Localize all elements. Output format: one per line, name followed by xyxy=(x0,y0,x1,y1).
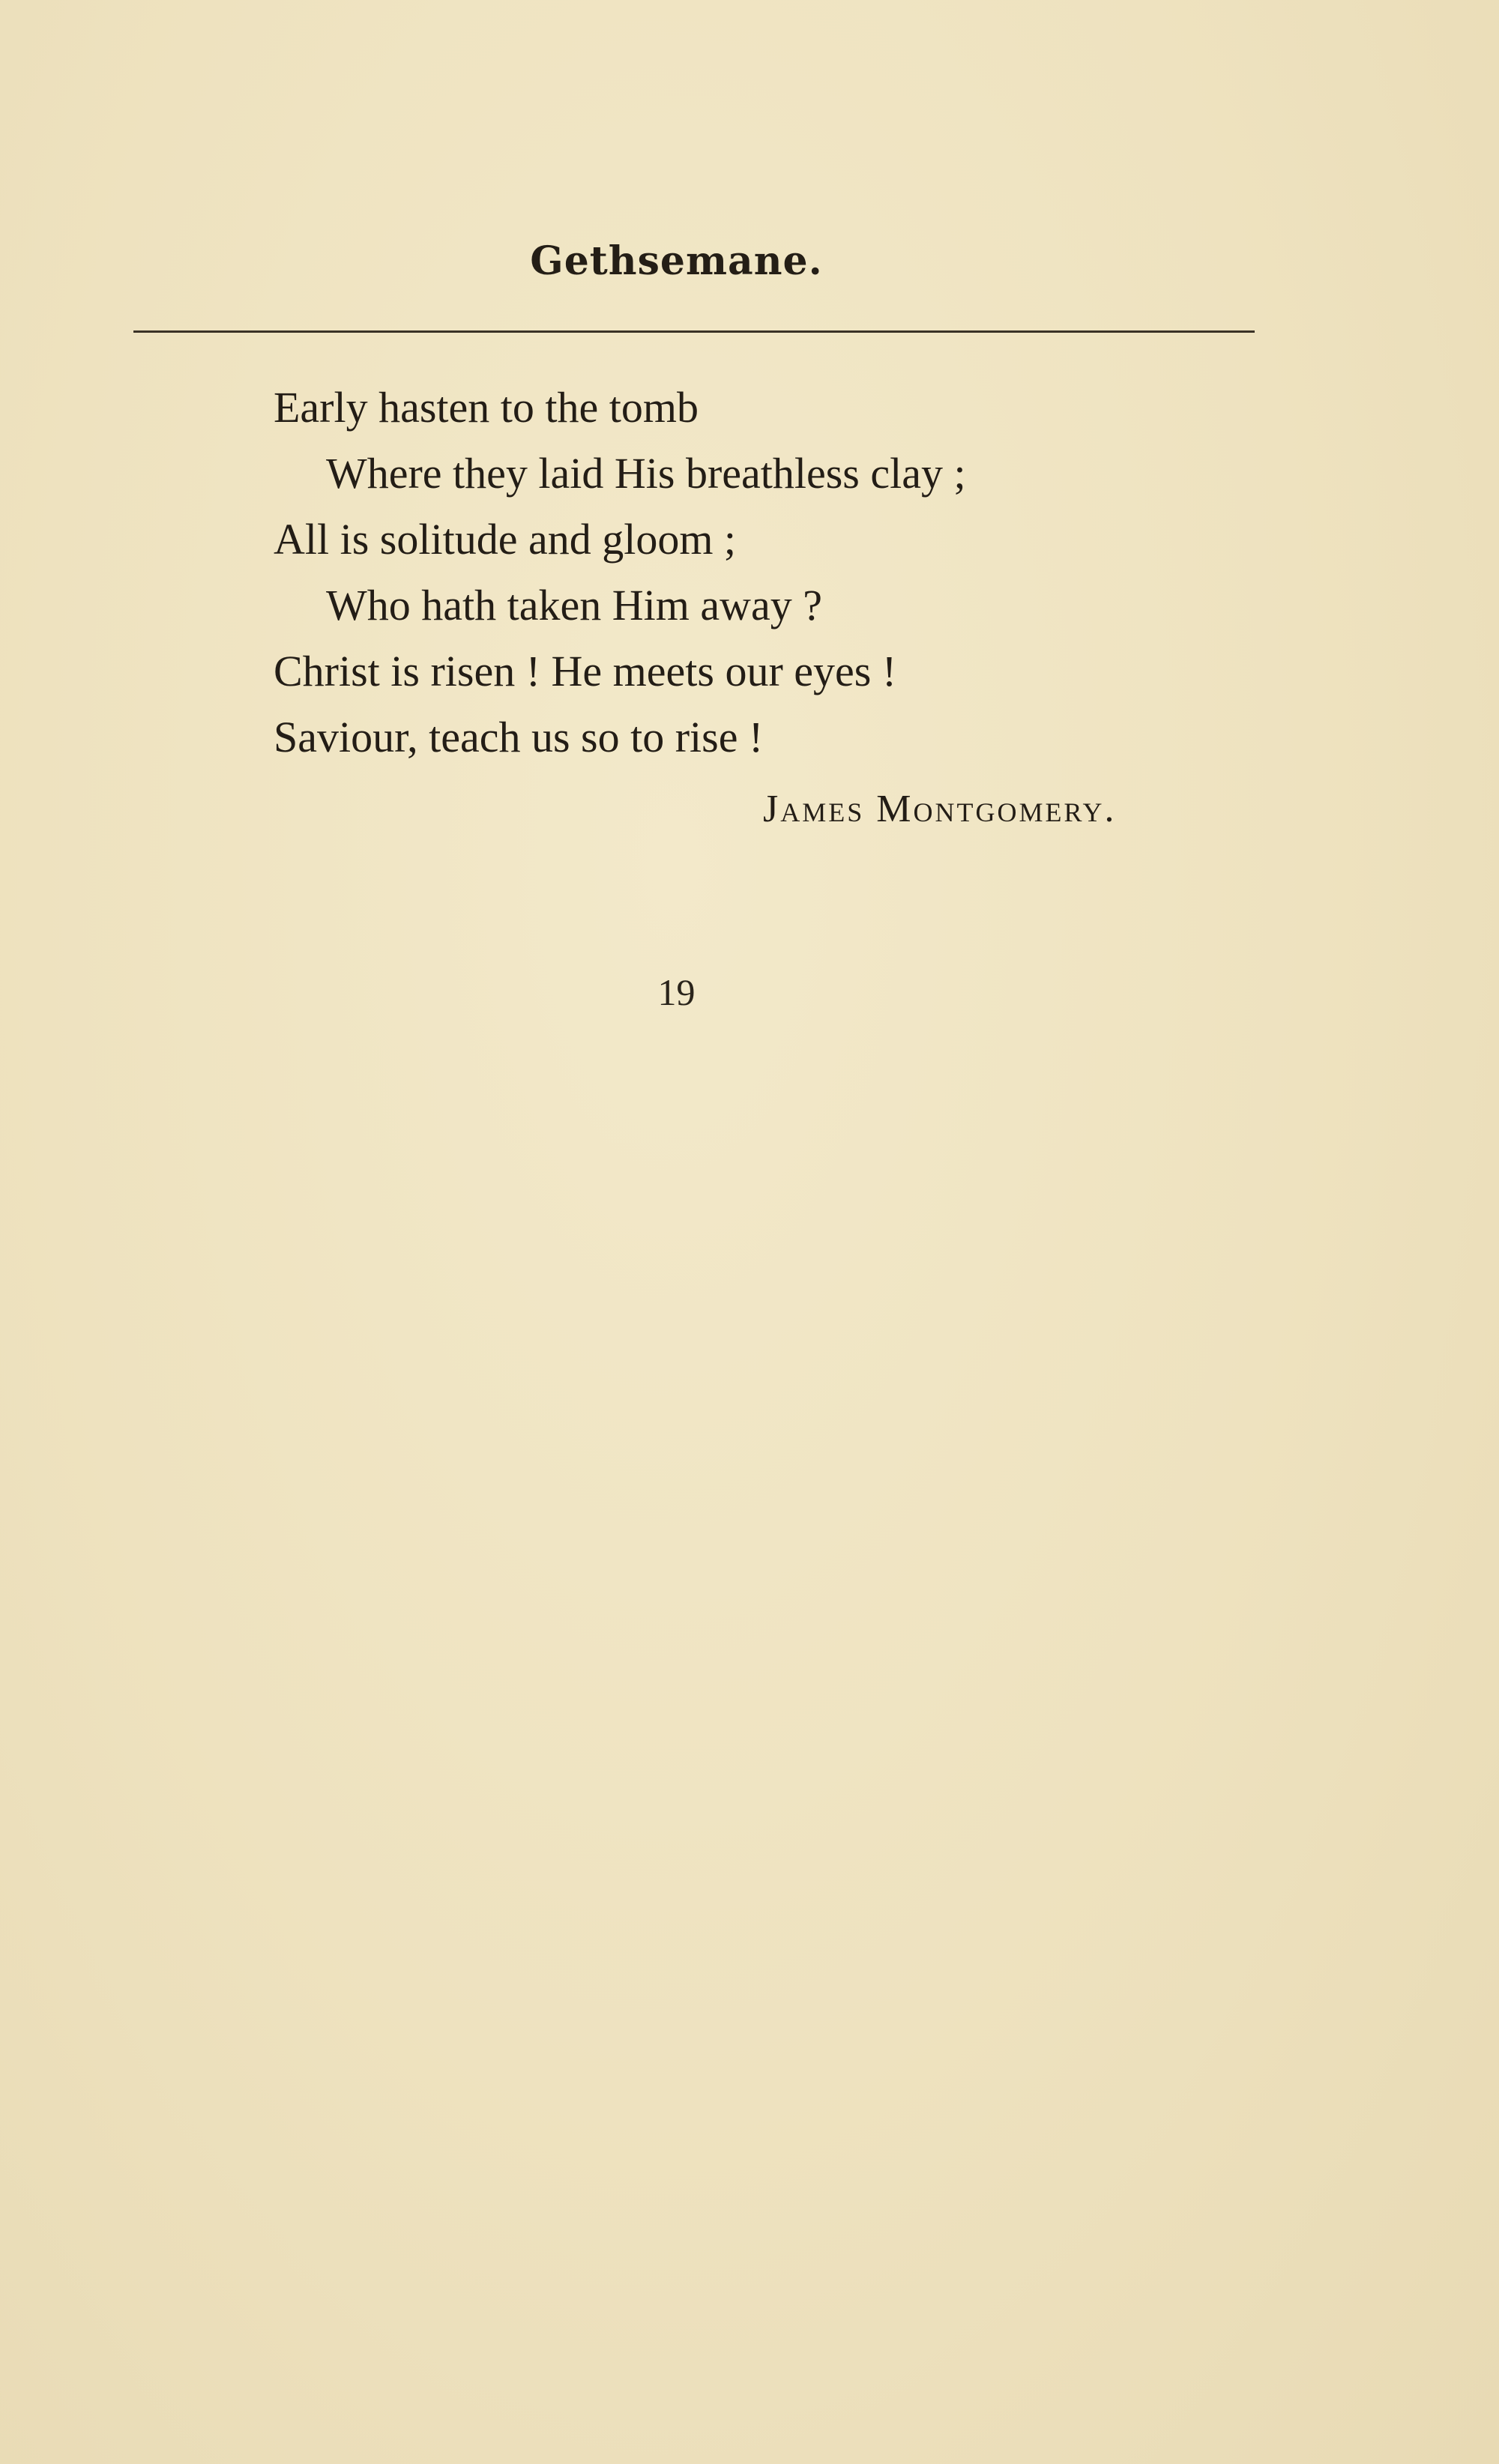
poem-line: Where they laid His breathless clay ; xyxy=(326,449,966,498)
poem-line: All is solitude and gloom ; xyxy=(274,515,737,564)
author-attribution: James Montgomery. xyxy=(763,788,1117,830)
poem-line: Early hasten to the tomb xyxy=(274,383,699,432)
running-head: Gethsemane. xyxy=(530,238,823,284)
poem-line: Christ is risen ! He meets our eyes ! xyxy=(274,647,897,695)
poem-line: Saviour, teach us so to rise ! xyxy=(274,713,764,761)
header-rule xyxy=(133,330,1255,333)
page-number: 19 xyxy=(657,971,696,1013)
poem-line: Who hath taken Him away ? xyxy=(326,581,822,629)
poem-stanza xyxy=(274,375,1248,770)
